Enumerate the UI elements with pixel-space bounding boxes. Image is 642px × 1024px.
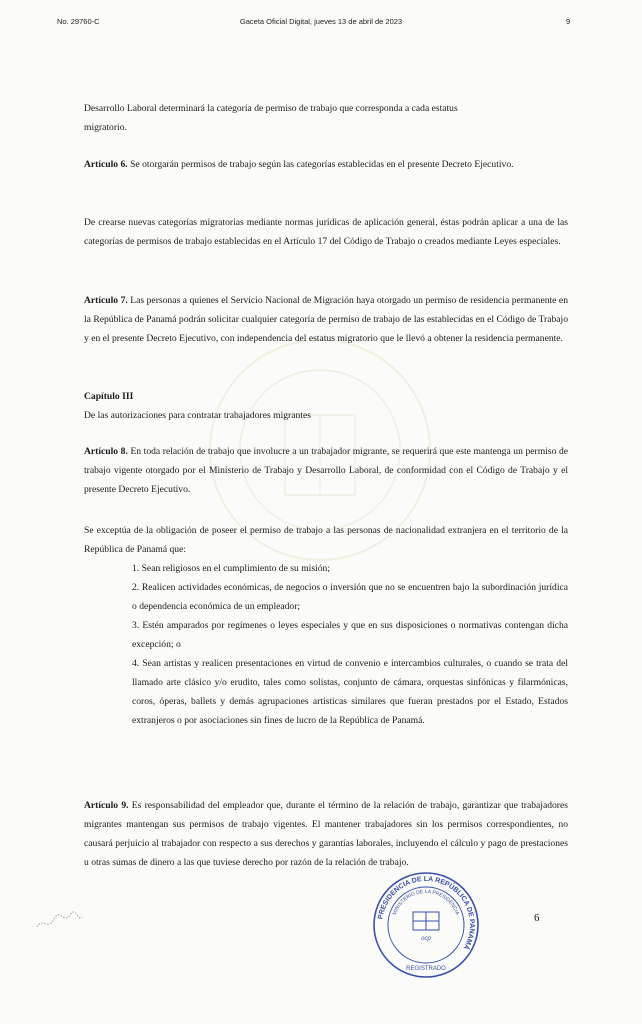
article-8-text: En toda relación de trabajo que involucre a un trabajador migrante, se requerirá que este mantenga un permiso de trabajo vigente otorgado por el Ministerio de Trabajo y Desarrollo Laboral, de conformidad con el Código de Trabajo y el presente Decreto Ejecutivo.	[84, 446, 568, 495]
article-6-text: Se otorgarán permisos de trabajo según las categorías establecidas en el presente Decreto Ejecutivo.	[127, 159, 514, 170]
intro-line-1: Desarrollo Laboral determinará la categoría de permiso de trabajo que corresponda a cada estatus	[84, 103, 458, 114]
gazette-title: Gaceta Oficial Digital, jueves 13 de abril de 2023	[239, 17, 403, 26]
gazette-page: 9	[566, 17, 571, 26]
signature-mark	[34, 905, 84, 935]
article-7-label: Artículo 7.	[84, 295, 128, 306]
article-8	[84, 442, 568, 499]
gazette-number: No. 29760-C	[57, 17, 100, 26]
article-6	[84, 155, 568, 174]
paragraph-intro	[84, 99, 568, 137]
page-number: 6	[534, 912, 540, 924]
registry-stamp	[371, 870, 481, 980]
paragraph-new-categories	[84, 213, 568, 251]
stamp-inner-text: MINISTERIO DE LA PRESIDENCIA	[391, 888, 461, 916]
stamp-bottom-text: REGISTRADO	[406, 966, 446, 972]
article-9	[84, 796, 568, 872]
chapter-title: Capítulo III	[84, 391, 134, 402]
article-8-label: Artículo 8.	[84, 446, 128, 457]
chapter-subtitle: De las autorizaciones para contratar trabajadores migrantes	[84, 410, 311, 421]
article-9-text: Es responsabilidad del empleador que, durante el término de la relación de trabajo, garantizar que trabajadores migrantes mantengan sus permisos de trabajo vigentes. El mantener trabajadores sin los permisos correspondientes, no causará perjuicio al trabajador con respecto a sus derechos y garantías laborales, incluyendo el cálculo y pago de prestaciones u otras sumas de dinero a las que tuviese derecho por razón de la relación de trabajo.	[84, 800, 568, 868]
article-6-label: Artículo 6.	[84, 159, 128, 170]
paragraph-exceptions	[84, 521, 568, 559]
new-categories-text: De crearse nuevas categorías migratorias mediante normas jurídicas de aplicación general, éstas podrán aplicar a una de las categorías de permisos de trabajo establecidas en el Artículo 17 del Código de Trabajo o creados mediante Leyes especiales.	[84, 217, 568, 247]
chapter-heading	[84, 387, 568, 425]
list-item: 4. Sean artistas y realicen presentaciones en virtud de convenio e intercambios culturales, o cuando se trata del llamado arte clásico y/o erudito, tales como solistas, conjunto de cámara, orquestas sinfónicas y filarmónicas, coros, óperas, ballets y demás agrupaciones artísticas similares que fueran prestados por el Estado, Estados extranjeros o por asociaciones sin fines de lucro de la República de Panamá.	[132, 658, 568, 726]
article-9-label: Artículo 9.	[84, 800, 129, 811]
article-7-text: Las personas a quienes el Servicio Nacional de Migración haya otorgado un permiso de residencia permanente en la República de Panamá podrán solicitar cualquier categoría de permiso de trabajo de las establecidas en el Código de Trabajo y en el presente Decreto Ejecutivo, con independencia del estatus migratorio que le llevó a obtener la residencia permanente.	[84, 295, 568, 344]
stamp-ring-text: PRESIDENCIA DE LA REPÚBLICA DE PANAMÁ	[377, 875, 476, 951]
list-item: 1. Sean religiosos en el cumplimiento de su misión;	[132, 563, 330, 574]
stamp-center-label: ocp	[421, 936, 431, 942]
exceptions-list	[132, 559, 568, 730]
intro-line-2: migratorio.	[84, 122, 127, 133]
exceptions-text: Se exceptúa de la obligación de poseer el permiso de trabajo a las personas de nacionalidad extranjera en el territorio de la República de Panamá que:	[84, 525, 568, 555]
list-item: 2. Realicen actividades económicas, de negocios o inversión que no se encuentren bajo la subordinación jurídica o dependencia económica de un empleador;	[132, 582, 568, 612]
list-item: 3. Estén amparados por regímenes o leyes especiales y que en sus disposiciones o normativas contengan dicha excepción; o	[132, 620, 568, 650]
article-7	[84, 291, 568, 348]
